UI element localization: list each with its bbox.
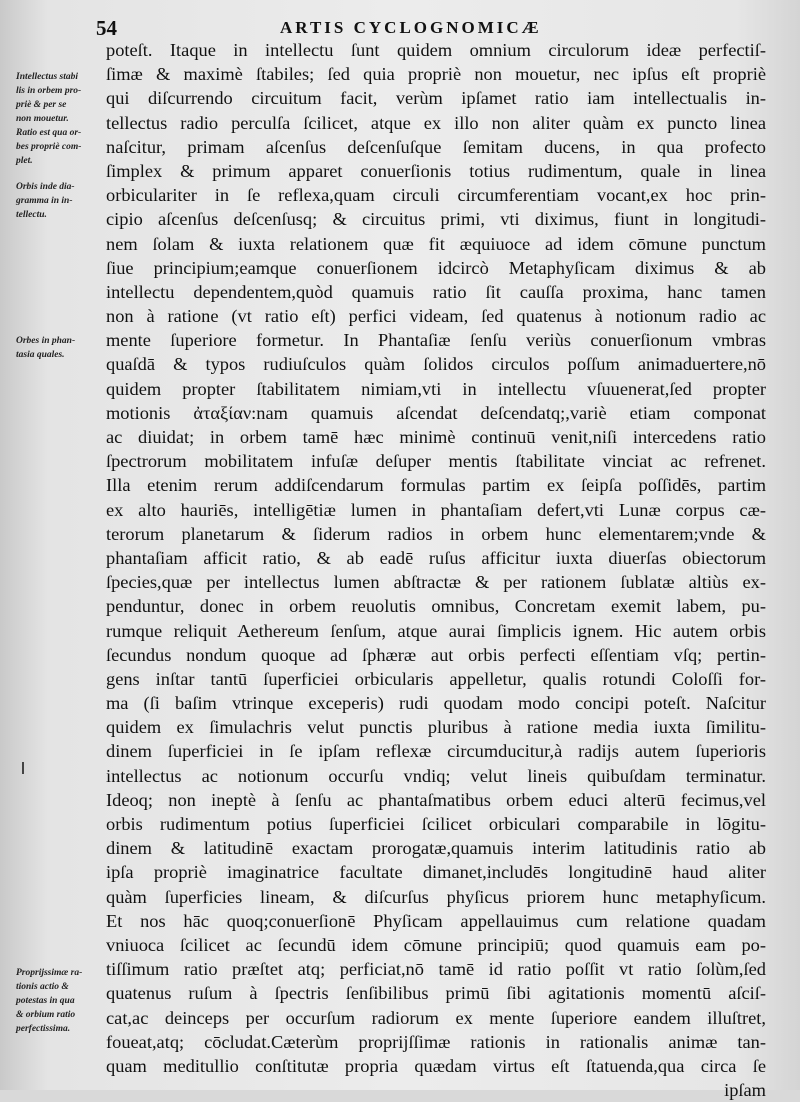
margin-note-line: gramma in in- <box>16 196 73 206</box>
page-header <box>0 14 800 40</box>
text-line: Illa etenim rerum addiſcendarum formulas partim ex ſeipſa poſſidēs, partim <box>106 475 766 496</box>
text-line: quaſdā & typos rudiuſculos quàm ſolidos circulos poſſum animaduertere,nō <box>106 354 766 375</box>
text-line: nem ſolam & iuxta relationem quæ fit æquiuoce ad idem cōmune punctum <box>106 233 766 254</box>
text-line: qui diſcurrendo circuitum facit, verùm ipſamet ratio iam intellectualis in- <box>106 88 766 109</box>
text-line: ipſa propriè imaginatrice facultate dimanet,includēs longitudinē haud aliter <box>106 862 766 883</box>
margin-note <box>16 966 96 1036</box>
text-line: ma (ſi baſim vtrinque exceperis) rudi quodam modo concipi poteſt. Naſcitur <box>106 693 766 714</box>
text-line: terorum planetarum & ſiderum radios in orbem hunc elementarem;vnde & <box>106 523 766 544</box>
margin-note-line: non mouetur. <box>16 114 69 124</box>
running-head: ARTIS CYCLOGNOMICÆ <box>280 18 542 37</box>
margin-note <box>16 334 96 362</box>
margin-note-line: lis in orbem pro- <box>16 86 82 96</box>
text-line: ſiue principium;eamque conuerſionem idcircò Metaphyſicam diximus & ab <box>106 257 766 278</box>
margin-note-line: tionis actio & <box>16 982 69 992</box>
margin-note-line: perfectissima. <box>16 1024 71 1034</box>
margin-note <box>16 70 96 126</box>
text-line: intellectu dependentem,quòd quamuis ratio ſit cauſſa proxima, hanc tamen <box>106 281 766 302</box>
text-line: quam meditullio conſtitutæ propria quædam virtus eſt ſtatuenda,qua circa ſe <box>106 1055 766 1076</box>
text-line: ex alto hauriēs, intelligētiæ lumen in phantaſiam defert,vti Lunæ corpus cæ- <box>106 499 766 520</box>
text-line: motionis ἀταξίαν:nam quamuis aſcendat deſcendatq;,variè etiam componat <box>106 402 766 423</box>
text-line: orbiculariter in ſe reflexa,quam circuli circumferentiam vocant,ex hoc prin- <box>106 185 766 206</box>
margin-note <box>16 126 96 168</box>
text-line: cipio aſcenſus deſcenſusq; & circuitus primi, vti diximus, fiunt in longitudi- <box>106 209 766 230</box>
margin-note-line: priè & per se <box>16 100 67 110</box>
text-line: intellectus ac notionum occurſu vndiq; velut lineis quibuſdam terminatur. <box>106 765 766 786</box>
text-line: ipſam <box>724 1080 766 1101</box>
text-line: quidem propter ſtabilitatem nimiam,vti in intellectu vſuuenerat,ſed propter <box>106 378 766 399</box>
text-line: vniuoca ſcilicet ac ſecundū idem cōmune principiū; quod quamuis eam po- <box>106 934 766 955</box>
margin-note-line: Proprijssimæ ra- <box>16 968 83 978</box>
text-line: quatenus ruſum à ſpectris ſenſibilibus primū ſibi agitationis momentū aſciſ- <box>106 983 766 1004</box>
text-line: penduntur, donec in orbem reuolutis omnibus, Concretam exemit labem, pu- <box>106 596 766 617</box>
margin-note-line: Orbes in phan- <box>16 336 76 346</box>
text-line: ſpecies,quæ per intellectus lumen abſtractæ & per rationem ſublatæ altiùs ex- <box>106 572 766 593</box>
margin-note-line: plet. <box>16 156 33 166</box>
text-line: mente ſuperiore formetur. In Phantaſiæ ſenſu veriùs conuerſionum vmbras <box>106 330 766 351</box>
text-line: poteſt. Itaque in intellectu ſunt quidem omnium circulorum ideæ perfectiſ- <box>106 40 766 60</box>
margin-note-line: & orbium ratio <box>16 1010 76 1020</box>
text-line: naſcitur, primam aſcenſus deſcenſuſque ſemitam ducens, in qua profecto <box>106 136 766 157</box>
margin-note-line: tasia quales. <box>16 350 65 360</box>
page-number: 54 <box>96 16 117 40</box>
text-line: tellectus radio perculſa ſcilicet, atque ex illo non aliter quàm ex puncto linea <box>106 112 766 133</box>
text-line: Ideoq; non ineptè à ſenſu ac phantaſmatibus orbem educi alterū fecimus,vel <box>106 789 766 810</box>
text-line: ſecundus nondum quoque ad ſphæræ aut orbis perfecti eſſentiam vſq; pertin- <box>106 644 766 665</box>
margin-note <box>16 180 96 222</box>
margin-note-line: Orbis inde dia- <box>16 182 75 192</box>
text-line: rumque reliquit Aethereum ſenſum, atque aurai ſimplicis ignem. Hic autem orbis <box>106 620 766 641</box>
text-line: non à ratione (vt ratio eſt) perfici videam, ſed quatenus à notionum radio ac <box>106 306 766 327</box>
text-line: Et nos hāc quoq;conuerſionē Phyſicam appellauimus cum relatione quadam <box>106 910 766 931</box>
text-line: phantaſiam afficit ratio, & ab eadē ruſus afficitur iuxta diuerſas obiectorum <box>106 547 766 568</box>
text-line: dinem & latitudinē exactam prorogatæ,quamuis interim latitudinis ratio ab <box>106 838 766 859</box>
margin-note-line: bes propriè com- <box>16 142 82 152</box>
ink-mark <box>22 762 24 774</box>
text-line: quidem ex ſimulachris velut punctis pluribus à ratione media iuxta ſimilitu- <box>106 717 766 738</box>
text-line: ſpectrorum mobilitatem infuſæ deſuper mentis ſtabilitate vinciat ac refrenet. <box>106 451 766 472</box>
margin-note-line: Intellectus stabi <box>16 72 79 82</box>
text-line: tiſſimum ratio præſtet atq; perficiat,nō tamē id ratio poſſit vt ratio ſolùm,ſed <box>106 959 766 980</box>
margin-note-line: tellectu. <box>16 210 47 220</box>
text-line: foueat,atq; cōcludat.Cæterùm proprijſſimæ rationis in rationalis animæ tan- <box>106 1031 766 1052</box>
text-line: quàm ſuperficies lineam, & diſcurſus phyſicus priorem hunc metaphyſicum. <box>106 886 766 907</box>
text-line: ſimplex & primum apparet conuerſionis totius rudimentum, quale in linea <box>106 160 766 181</box>
margin-note-line: Ratio est qua or- <box>16 128 82 138</box>
text-line: dinem ſuperficiei in ſe ipſam reflexæ circumducitur,à radijs autem ſuperioris <box>106 741 766 762</box>
text-line: ſimæ & maximè ſtabiles; ſed quia propriè non mouetur, nec ipſus eſt propriè <box>106 64 766 85</box>
text-line: gens inſtar tantū ſuperficiei orbicularis appelletur, qualis rotundi Coloſſi for- <box>106 668 766 689</box>
main-text <box>106 38 766 1102</box>
margin-note-line: potestas in qua <box>16 996 75 1006</box>
text-line: orbis rudimentum potius ſuperficiei ſcilicet orbiculari comparabile in lōgitu- <box>106 814 766 834</box>
text-line: cat,ac deinceps per occurſum radiorum ex mente ſuperiore eandem illuſtret, <box>106 1007 766 1028</box>
text-line: ac diuidat; in orbem tamē hæc minimè continuū venit,niſi intercedens ratio <box>106 427 766 447</box>
